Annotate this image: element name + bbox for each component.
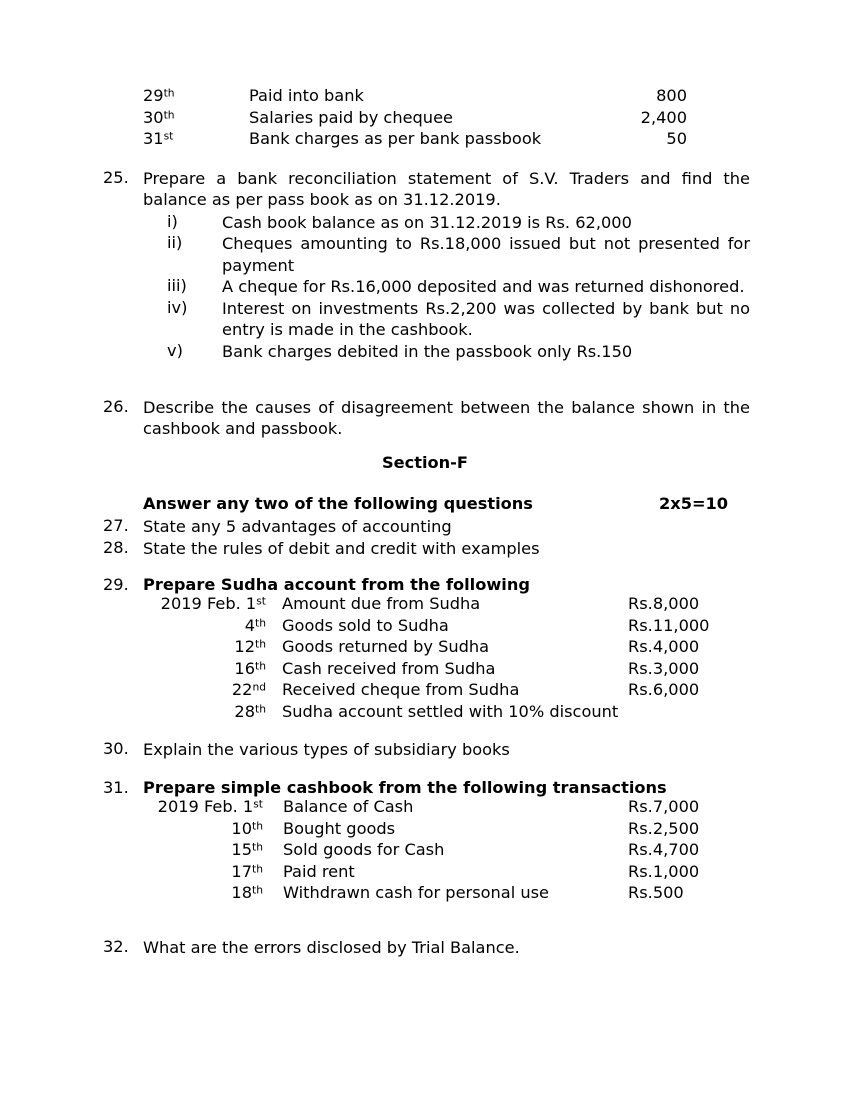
question-32	[0, 937, 850, 958]
list-item	[143, 341, 750, 363]
section-marks: 2x5=10	[659, 494, 729, 513]
entry-date: 22nd	[231, 680, 266, 699]
ordinal-suffix: th	[252, 862, 263, 876]
ordinal-suffix: th	[255, 702, 266, 716]
entry-description: Amount due from Sudha	[282, 594, 481, 613]
entry-date: 2019 Feb. 1st	[160, 594, 266, 613]
question-27	[0, 516, 850, 537]
entry-description: Withdrawn cash for personal use	[283, 883, 550, 902]
entry-amount: Rs.8,000	[628, 594, 700, 613]
question-number: 28.	[103, 538, 129, 557]
entry-description: Sudha account settled with 10% discount	[282, 701, 619, 721]
entry-description: Sold goods for Cash	[283, 840, 445, 859]
transaction-date: 31st	[143, 129, 174, 148]
entry-date: 4th	[244, 615, 266, 635]
list-item	[143, 276, 750, 298]
ordinal-suffix: st	[256, 594, 266, 608]
question-heading: Prepare Sudha account from the following	[143, 575, 530, 594]
ordinal-suffix: nd	[252, 680, 266, 694]
question-text: What are the errors disclosed by Trial Balance.	[143, 938, 520, 957]
entry-amount: Rs.4,700	[628, 840, 700, 859]
entry-date: 10th	[231, 818, 263, 838]
entry-date: 18th	[231, 883, 263, 902]
ordinal-suffix: th	[252, 883, 263, 897]
list-item-text: A cheque for Rs.16,000 deposited and was returned dishonored.	[222, 277, 745, 297]
question-text: Prepare a bank reconciliation statement of S.V. Traders and find the balance as per pass book as on 31.12.2019.	[143, 169, 750, 210]
question-heading: Prepare simple cashbook from the following transactions	[143, 778, 667, 797]
question-number: 25.	[103, 168, 129, 187]
table-row	[143, 840, 850, 862]
transaction-date: 30th	[143, 107, 175, 127]
ordinal-suffix: th	[252, 819, 263, 833]
table-row	[143, 616, 850, 638]
table-row	[0, 108, 850, 130]
question-number: 30.	[103, 739, 129, 758]
ordinal-suffix: th	[163, 86, 175, 100]
entry-description: Goods sold to Sudha	[282, 615, 449, 635]
ordinal-suffix: st	[163, 129, 174, 143]
table-row	[143, 702, 850, 724]
entry-date: 2019 Feb. 1st	[157, 797, 263, 816]
table-row	[143, 659, 850, 681]
entry-date: 15th	[231, 840, 263, 859]
section-instruction: Answer any two of the following questions	[143, 494, 533, 513]
entry-amount: Rs.3,000	[628, 658, 700, 678]
list-item	[143, 212, 750, 234]
ordinal-suffix: th	[255, 616, 266, 630]
transaction-description: Paid into bank	[249, 86, 364, 105]
table-row	[0, 129, 850, 151]
transaction-date: 29th	[143, 86, 175, 105]
entry-amount: Rs.6,000	[628, 680, 700, 699]
transaction-description: Salaries paid by chequee	[249, 107, 453, 127]
list-marker: i)	[167, 211, 178, 231]
ordinal-suffix: th	[252, 840, 263, 854]
question-26	[0, 397, 850, 440]
table-row	[0, 86, 850, 108]
entry-description: Goods returned by Sudha	[282, 637, 490, 656]
question-31-ledger	[143, 797, 850, 905]
entry-date: 17th	[231, 861, 263, 881]
list-marker: iii)	[167, 276, 187, 296]
ordinal-suffix: th	[163, 108, 175, 122]
entry-description: Received cheque from Sudha	[282, 680, 520, 699]
list-item-text: Interest on investments Rs.2,200 was collected by bank but no entry is made in the cashbook.	[222, 298, 750, 340]
list-item-text: Cash book balance as on 31.12.2019 is Rs. 62,000	[222, 212, 632, 232]
table-row	[143, 797, 850, 819]
entry-date: 28th	[234, 701, 266, 721]
top-transactions-table	[0, 86, 850, 151]
transaction-amount: 50	[666, 129, 687, 148]
question-28	[0, 538, 850, 559]
entry-amount: Rs.1,000	[628, 861, 700, 881]
entry-amount: Rs.4,000	[628, 637, 700, 656]
question-31	[0, 778, 850, 905]
table-row	[143, 862, 850, 884]
list-item	[143, 298, 750, 341]
question-number: 27.	[103, 516, 129, 535]
question-number: 29.	[103, 575, 129, 594]
question-text: State the rules of debit and credit with examples	[143, 539, 540, 558]
question-30	[0, 739, 850, 760]
list-marker: iv)	[167, 297, 188, 317]
entry-description: Paid rent	[283, 861, 355, 881]
transaction-amount: 2,400	[640, 107, 687, 127]
entry-amount: Rs.7,000	[628, 797, 700, 816]
section-heading: Section-F	[382, 453, 468, 472]
question-text: Explain the various types of subsidiary books	[143, 740, 510, 759]
question-number: 31.	[103, 778, 129, 797]
table-row	[143, 819, 850, 841]
question-25	[0, 168, 850, 363]
entry-amount: Rs.11,000	[628, 615, 710, 635]
list-item-text: Bank charges debited in the passbook only Rs.150	[222, 342, 633, 362]
entry-amount: Rs.2,500	[628, 818, 700, 838]
entry-description: Balance of Cash	[283, 797, 414, 816]
entry-amount: Rs.500	[628, 883, 684, 902]
question-29	[0, 575, 850, 723]
entry-description: Cash received from Sudha	[282, 658, 496, 678]
list-marker: ii)	[167, 233, 183, 253]
list-marker: v)	[167, 341, 183, 361]
table-row	[143, 680, 850, 702]
transaction-amount: 800	[656, 86, 687, 105]
question-29-ledger	[143, 594, 850, 723]
ordinal-suffix: th	[255, 637, 266, 651]
table-row	[143, 637, 850, 659]
table-row	[143, 594, 850, 616]
entry-date: 12th	[234, 637, 266, 656]
ordinal-suffix: th	[255, 659, 266, 673]
question-number: 32.	[103, 937, 129, 956]
entry-date: 16th	[234, 658, 266, 678]
entry-description: Bought goods	[283, 818, 396, 838]
question-text: Describe the causes of disagreement between the balance shown in the cashbook and passbook.	[143, 398, 750, 439]
question-25-subitems	[143, 212, 750, 363]
table-row	[143, 883, 850, 905]
question-number: 26.	[103, 397, 129, 416]
list-item-text: Cheques amounting to Rs.18,000 issued but not presented for payment	[222, 234, 750, 275]
question-text: State any 5 advantages of accounting	[143, 517, 452, 536]
list-item	[143, 233, 750, 276]
ordinal-suffix: st	[253, 797, 263, 811]
transaction-description: Bank charges as per bank passbook	[249, 129, 542, 148]
